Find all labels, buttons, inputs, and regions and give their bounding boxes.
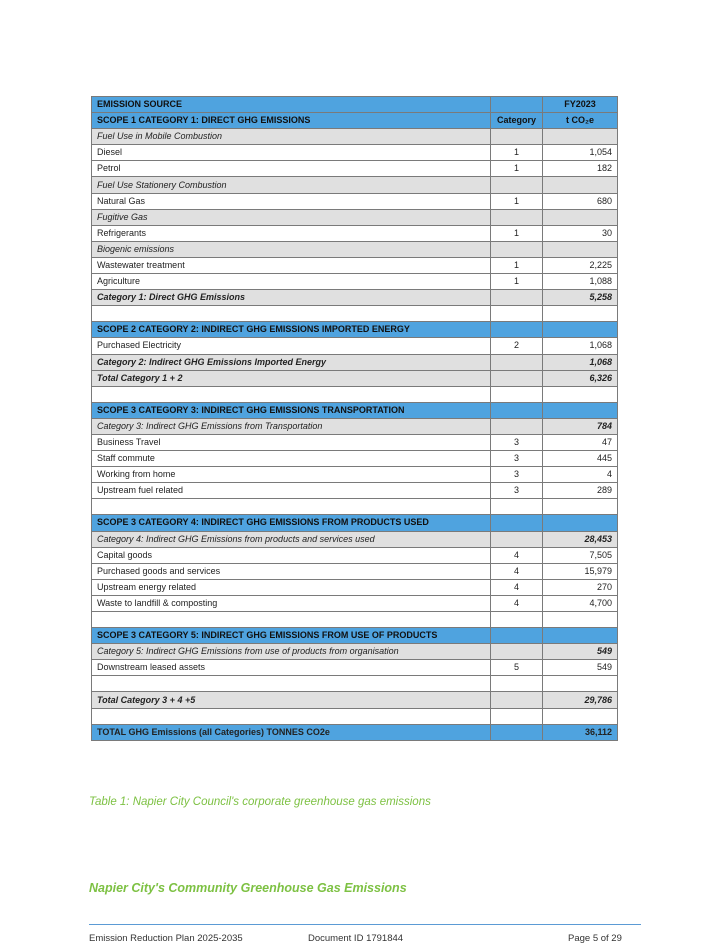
table-row-blank	[92, 708, 618, 724]
table-row-grand	[92, 724, 618, 740]
cell-value: 36,112	[543, 724, 618, 740]
cell-category: 1	[491, 257, 543, 273]
table-row-sub	[92, 241, 618, 257]
cell-category	[491, 676, 543, 692]
cell-value	[543, 612, 618, 628]
cell-category: 1	[491, 145, 543, 161]
cell-value: 7,505	[543, 547, 618, 563]
cell-category: 1	[491, 225, 543, 241]
cell-source: Purchased goods and services	[92, 563, 491, 579]
cell-source: Purchased Electricity	[92, 338, 491, 354]
table-row-sub	[92, 209, 618, 225]
table-row-data	[92, 547, 618, 563]
table-row-data	[92, 434, 618, 450]
cell-source: Upstream energy related	[92, 579, 491, 595]
cell-category: 4	[491, 547, 543, 563]
table-row-blank	[92, 306, 618, 322]
cell-source: Wastewater treatment	[92, 257, 491, 273]
table-row-data	[92, 660, 618, 676]
cell-value: 680	[543, 193, 618, 209]
cell-category: 5	[491, 660, 543, 676]
cell-category	[491, 418, 543, 434]
cell-value	[543, 209, 618, 225]
table-row-sub	[92, 531, 618, 547]
column-header-category	[491, 97, 543, 113]
cell-category: 3	[491, 467, 543, 483]
table-row-blank	[92, 499, 618, 515]
cell-category	[491, 692, 543, 708]
table-row-sub	[92, 644, 618, 660]
column-header-year: FY2023	[543, 97, 618, 113]
cell-source	[92, 386, 491, 402]
cell-source: SCOPE 3 CATEGORY 3: INDIRECT GHG EMISSIONS TRANSPORTATION	[92, 402, 491, 418]
cell-value	[543, 177, 618, 193]
cell-source: Category 5: Indirect GHG Emissions from use of products from organisation	[92, 644, 491, 660]
cell-value: 15,979	[543, 563, 618, 579]
cell-value	[543, 628, 618, 644]
table-row-header	[92, 113, 618, 129]
table-row-total	[92, 370, 618, 386]
cell-category	[491, 612, 543, 628]
cell-value: 445	[543, 451, 618, 467]
cell-category: 4	[491, 579, 543, 595]
cell-category: 4	[491, 595, 543, 611]
cell-source: Working from home	[92, 467, 491, 483]
cell-category	[491, 386, 543, 402]
table-row-data	[92, 161, 618, 177]
cell-value	[543, 515, 618, 531]
cell-value	[543, 676, 618, 692]
cell-value: 47	[543, 434, 618, 450]
cell-value: 5,258	[543, 290, 618, 306]
cell-category: 3	[491, 451, 543, 467]
cell-category	[491, 515, 543, 531]
cell-value: 6,326	[543, 370, 618, 386]
table-row-data	[92, 563, 618, 579]
cell-category: 2	[491, 338, 543, 354]
cell-source: Business Travel	[92, 434, 491, 450]
cell-source: Total Category 3 + 4 +5	[92, 692, 491, 708]
cell-category: Category	[491, 113, 543, 129]
cell-value	[543, 708, 618, 724]
cell-value	[543, 402, 618, 418]
table-row-data	[92, 257, 618, 273]
cell-category	[491, 644, 543, 660]
cell-source: Biogenic emissions	[92, 241, 491, 257]
table-row-data	[92, 595, 618, 611]
cell-source	[92, 499, 491, 515]
cell-source: Waste to landfill & composting	[92, 595, 491, 611]
table-column-header-row	[92, 97, 618, 113]
cell-source	[92, 306, 491, 322]
table-row-total	[92, 692, 618, 708]
cell-source: TOTAL GHG Emissions (all Categories) TONNES CO2e	[92, 724, 491, 740]
cell-category: 3	[491, 434, 543, 450]
cell-category	[491, 241, 543, 257]
cell-source: Natural Gas	[92, 193, 491, 209]
cell-source: Downstream leased assets	[92, 660, 491, 676]
cell-source: SCOPE 2 CATEGORY 2: INDIRECT GHG EMISSIONS IMPORTED ENERGY	[92, 322, 491, 338]
cell-value: 1,068	[543, 354, 618, 370]
cell-value: t CO₂e	[543, 113, 618, 129]
cell-category	[491, 628, 543, 644]
cell-category	[491, 354, 543, 370]
cell-source: Capital goods	[92, 547, 491, 563]
table-row-data	[92, 145, 618, 161]
cell-source: Category 4: Indirect GHG Emissions from products and services used	[92, 531, 491, 547]
table-row-data	[92, 338, 618, 354]
cell-value: 1,054	[543, 145, 618, 161]
cell-source: Category 3: Indirect GHG Emissions from Transportation	[92, 418, 491, 434]
table-caption: Table 1: Napier City Council's corporate greenhouse gas emissions	[89, 796, 431, 808]
cell-category	[491, 370, 543, 386]
cell-value: 4	[543, 467, 618, 483]
cell-category	[491, 531, 543, 547]
cell-source: Diesel	[92, 145, 491, 161]
cell-source: SCOPE 1 CATEGORY 1: DIRECT GHG EMISSIONS	[92, 113, 491, 129]
cell-source: Total Category 1 + 2	[92, 370, 491, 386]
cell-value: 289	[543, 483, 618, 499]
cell-category	[491, 177, 543, 193]
table-row-data	[92, 483, 618, 499]
table-row-blank	[92, 612, 618, 628]
cell-source: Staff commute	[92, 451, 491, 467]
cell-value: 4,700	[543, 595, 618, 611]
cell-category	[491, 306, 543, 322]
table-row-header	[92, 322, 618, 338]
cell-value	[543, 386, 618, 402]
cell-source	[92, 708, 491, 724]
cell-category	[491, 708, 543, 724]
cell-category: 1	[491, 193, 543, 209]
cell-category: 1	[491, 274, 543, 290]
table-row-blank	[92, 676, 618, 692]
section-heading: Napier City's Community Greenhouse Gas Emissions	[89, 881, 407, 895]
cell-value: 270	[543, 579, 618, 595]
cell-value: 28,453	[543, 531, 618, 547]
cell-source: Fugitive Gas	[92, 209, 491, 225]
column-header-source: EMISSION SOURCE	[92, 97, 491, 113]
cell-source: Upstream fuel related	[92, 483, 491, 499]
footer-page-number: Page 5 of 29	[568, 933, 622, 944]
cell-source: Category 1: Direct GHG Emissions	[92, 290, 491, 306]
cell-source: Refrigerants	[92, 225, 491, 241]
cell-category	[491, 129, 543, 145]
footer-doc-title: Emission Reduction Plan 2025-2035	[89, 933, 243, 944]
cell-value: 549	[543, 660, 618, 676]
cell-category: 3	[491, 483, 543, 499]
cell-source: Petrol	[92, 161, 491, 177]
footer-divider	[89, 924, 641, 925]
table-row-header	[92, 515, 618, 531]
cell-value: 30	[543, 225, 618, 241]
cell-source: SCOPE 3 CATEGORY 5: INDIRECT GHG EMISSIONS FROM USE OF PRODUCTS	[92, 628, 491, 644]
cell-source: SCOPE 3 CATEGORY 4: INDIRECT GHG EMISSIONS FROM PRODUCTS USED	[92, 515, 491, 531]
footer-doc-id: Document ID 1791844	[308, 933, 404, 944]
cell-source: Fuel Use in Mobile Combustion	[92, 129, 491, 145]
table-row-sub	[92, 129, 618, 145]
cell-value: 549	[543, 644, 618, 660]
cell-source: Agriculture	[92, 274, 491, 290]
cell-source	[92, 612, 491, 628]
cell-value: 182	[543, 161, 618, 177]
table-row-data	[92, 274, 618, 290]
table-row-sub	[92, 418, 618, 434]
cell-category	[491, 499, 543, 515]
table-row-sub	[92, 177, 618, 193]
table-row-blank	[92, 386, 618, 402]
table-row-data	[92, 579, 618, 595]
cell-value	[543, 322, 618, 338]
cell-category	[491, 322, 543, 338]
emissions-table	[91, 96, 618, 741]
cell-value	[543, 129, 618, 145]
cell-source	[92, 676, 491, 692]
table-row-header	[92, 402, 618, 418]
table-row-header	[92, 628, 618, 644]
table-row-data	[92, 451, 618, 467]
cell-category: 4	[491, 563, 543, 579]
table-row-total	[92, 290, 618, 306]
cell-value: 1,068	[543, 338, 618, 354]
cell-value: 2,225	[543, 257, 618, 273]
cell-category	[491, 290, 543, 306]
table-row-data	[92, 193, 618, 209]
cell-source: Fuel Use Stationery Combustion	[92, 177, 491, 193]
table-row-data	[92, 225, 618, 241]
cell-source: Category 2: Indirect GHG Emissions Imported Energy	[92, 354, 491, 370]
table-row-data	[92, 467, 618, 483]
cell-category: 1	[491, 161, 543, 177]
cell-value: 1,088	[543, 274, 618, 290]
cell-value: 784	[543, 418, 618, 434]
cell-category	[491, 724, 543, 740]
cell-category	[491, 402, 543, 418]
cell-value: 29,786	[543, 692, 618, 708]
cell-category	[491, 209, 543, 225]
cell-value	[543, 241, 618, 257]
cell-value	[543, 499, 618, 515]
table-row-total	[92, 354, 618, 370]
cell-value	[543, 306, 618, 322]
